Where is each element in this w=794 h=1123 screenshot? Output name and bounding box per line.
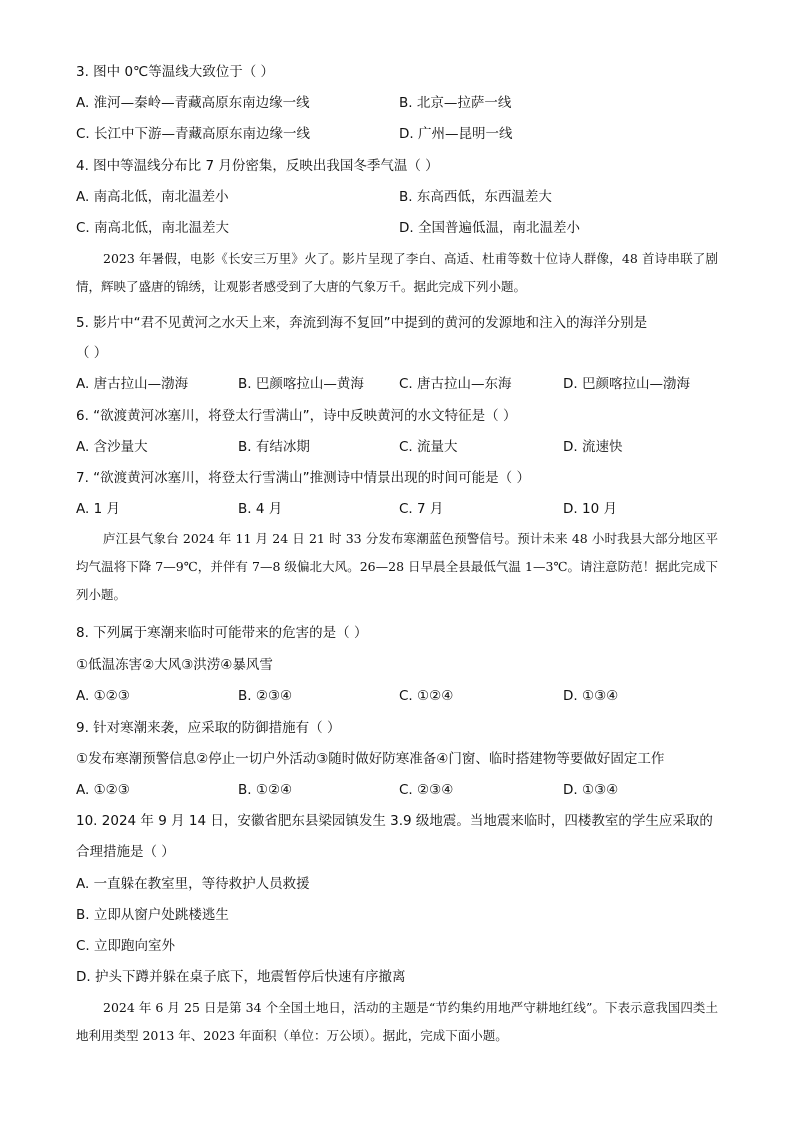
q7-option-d: D. 10 月 [563, 501, 617, 517]
passage-movie: 2023 年暑假，电影《长安三万里》火了。影片呈现了李白、高适、杜甫等数十位诗人群像，48 首诗串联了剧情，辉映了盛唐的锦绣，让观影者感受到了大唐的气象万千。据此完成下列小题。 [76, 251, 718, 294]
q5-option-a: A. 唐古拉山—渤海 [76, 376, 189, 392]
q9-option-d: D. ①③④ [563, 782, 619, 798]
q8-option-d: D. ①③④ [563, 688, 619, 704]
q5-option-b: B. 巴颜喀拉山—黄海 [238, 376, 364, 392]
q5-option-d: D. 巴颜喀拉山—渤海 [563, 376, 690, 392]
q4-option-d: D. 全国普遍低温，南北温差小 [399, 220, 580, 236]
q9-option-a: A. ①②③ [76, 782, 130, 798]
q8-option-a: A. ①②③ [76, 688, 130, 704]
q8-option-b: B. ②③④ [238, 688, 293, 704]
q7-option-c: C. 7 月 [399, 501, 444, 517]
q7-stem: 7. “欲渡黄河冰塞川，将登太行雪满山”推测诗中情景出现的时间可能是（ ） [76, 470, 530, 486]
q10-option-d: D. 护头下蹲并躲在桌子底下，地震暂停后快速有序撤离 [76, 969, 406, 985]
q7-options [76, 499, 736, 519]
q8-stem: 8. 下列属于寒潮来临时可能带来的危害的是（ ） [76, 625, 368, 641]
q7-option-b: B. 4 月 [238, 501, 283, 517]
passage-land-day: 2024 年 6 月 25 日是第 34 个全国土地日，活动的主题是“节约集约用地严守耕地红线”。下表示意我国四类土地利用类型 2013 年、2023 年面积（单位：万公顷）。据此，完成下面小题。 [76, 1000, 718, 1043]
q3-options [76, 93, 736, 113]
q4-option-a: A. 南高北低，南北温差小 [76, 189, 229, 205]
q5-option-c: C. 唐古拉山—东海 [399, 376, 512, 392]
q6-stem: 6. “欲渡黄河冰塞川，将登太行雪满山”，诗中反映黄河的水文特征是（ ） [76, 408, 517, 424]
q3-option-a: A. 淮河—秦岭—青藏高原东南边缘一线 [76, 95, 310, 111]
q10-stem-line1: 10. 2024 年 9 月 14 日，安徽省肥东县梁园镇发生 3.9 级地震。当地震来临时，四楼教室的学生应采取的 [76, 813, 713, 829]
q10-option-c: C. 立即跑向室外 [76, 938, 176, 954]
q3-stem: 3. 图中 0℃等温线大致位于（ ） [76, 64, 275, 80]
q4-options [76, 187, 736, 207]
q4-option-b: B. 东高西低，东西温差大 [399, 189, 552, 205]
q3-option-b: B. 北京—拉萨一线 [399, 95, 512, 111]
q7-option-a: A. 1 月 [76, 501, 120, 517]
q5-options [76, 374, 736, 394]
q8-options [76, 686, 736, 706]
q9-options [76, 780, 736, 800]
q5-stem-line2: （ ） [76, 345, 108, 361]
q3-option-c: C. 长江中下游—青藏高原东南边缘一线 [76, 126, 311, 142]
q8-items: ①低温冻害②大风③洪涝④暴风雪 [76, 657, 273, 673]
q3-options-row2 [76, 124, 736, 144]
q9-items: ①发布寒潮预警信息②停止一切户外活动③随时做好防寒准备④门窗、临时搭建物等要做好固定工作 [76, 751, 665, 767]
q8-option-c: C. ①②④ [399, 688, 454, 704]
q6-option-d: D. 流速快 [563, 439, 623, 455]
q4-stem: 4. 图中等温线分布比 7 月份密集，反映出我国冬季气温（ ） [76, 158, 439, 174]
q4-options-row2 [76, 218, 736, 238]
q6-option-c: C. 流量大 [399, 439, 458, 455]
q9-option-c: C. ②③④ [399, 782, 454, 798]
passage-cold-wave: 庐江县气象台 2024 年 11 月 24 日 21 时 33 分发布寒潮蓝色预警信号。预计未来 48 小时我县大部分地区平均气温将下降 7—9℃，并伴有 7—8 级偏北大风。26—28 日早晨全县最低气温 1—3℃。请注意防范！据此完成下列小题。 [76, 531, 718, 602]
q10-stem-line2: 合理措施是（ ） [76, 844, 175, 860]
q10-option-a: A. 一直躲在教室里，等待救护人员救援 [76, 876, 310, 892]
q6-option-a: A. 含沙量大 [76, 439, 148, 455]
q5-stem-line1: 5. 影片中“君不见黄河之水天上来，奔流到海不复回”中提到的黄河的发源地和注入的海洋分别是 [76, 315, 648, 331]
q9-stem: 9. 针对寒潮来袭，应采取的防御措施有（ ） [76, 720, 341, 736]
q9-option-b: B. ①②④ [238, 782, 293, 798]
q4-option-c: C. 南高北低，南北温差大 [76, 220, 230, 236]
q6-options [76, 437, 736, 457]
q3-option-d: D. 广州—昆明一线 [399, 126, 513, 142]
q6-option-b: B. 有结冰期 [238, 439, 310, 455]
q10-option-b: B. 立即从窗户处跳楼逃生 [76, 907, 229, 923]
